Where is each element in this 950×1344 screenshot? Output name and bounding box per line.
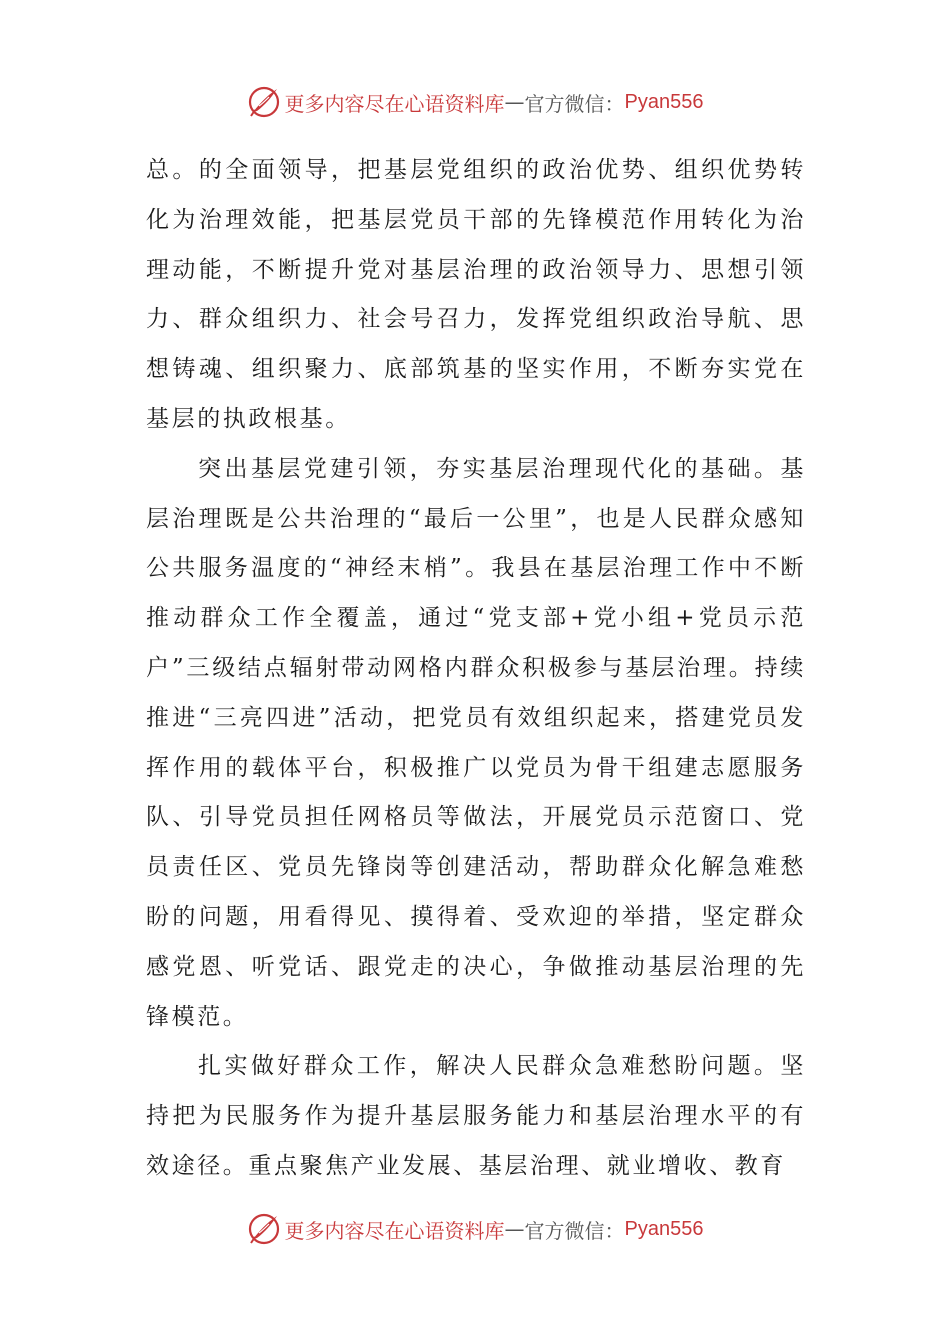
paragraph-2: 突出基层党建引领，夯实基层治理现代化的基础。基层治理既是公共治理的“最后一公里”，也是人民群众感知公共服务温度的“神经末梢”。我县在基层治理工作中不断推动群众工作全覆盖，通过“党支部+党小组+党员示范户”三级结点辐射带动网格内群众积极参与基层治理。持续推进“三亮四进”活动，把党员有效组织起来，搭建党员发挥作用的载体平台，积极推广以党员为骨干组建志愿服务队、引导党员担任网格员等做法，开展党员示范窗口、党员责任区、党员先锋岗等创建活动，帮助群众化解急难愁盼的问题，用看得见、摸得着、受欢迎的举措，坚定群众感党恩、听党话、跟党走的决心，争做推动基层治理的先锋模范。 <box>146 455 806 1030</box>
banner-wechat-id: Pyan556 <box>624 90 704 113</box>
document-body <box>146 146 806 1192</box>
banner-separator: — <box>504 90 525 114</box>
banner-official-label: 官方微信： <box>524 1218 625 1243</box>
banner-wechat-id: Pyan556 <box>624 1217 704 1240</box>
banner-separator: — <box>504 1217 525 1241</box>
quill-logo-icon <box>247 1212 281 1246</box>
paragraph-3: 扎实做好群众工作，解决人民群众急难愁盼问题。坚持把为民服务作为提升基层服务能力和基层治理水平的有效途径。重点聚焦产业发展、基层治理、就业增收、教育 <box>146 1053 806 1179</box>
footer-banner <box>0 1209 950 1249</box>
banner-official-label: 官方微信： <box>524 91 625 116</box>
quill-logo-icon <box>247 85 281 119</box>
banner-brand-text: 更多内容尽在心语资料库 <box>284 91 505 116</box>
header-banner <box>0 82 950 122</box>
banner-brand-text: 更多内容尽在心语资料库 <box>284 1218 505 1243</box>
paragraph-1: 总。的全面领导，把基层党组织的政治优势、组织优势转化为治理效能，把基层党员干部的先锋模范作用转化为治理动能，不断提升党对基层治理的政治领导力、思想引领力、群众组织力、社会号召力，发挥党组织政治导航、思想铸魂、组织聚力、底部筑基的坚实作用，不断夯实党在基层的执政根基。 <box>146 157 806 432</box>
